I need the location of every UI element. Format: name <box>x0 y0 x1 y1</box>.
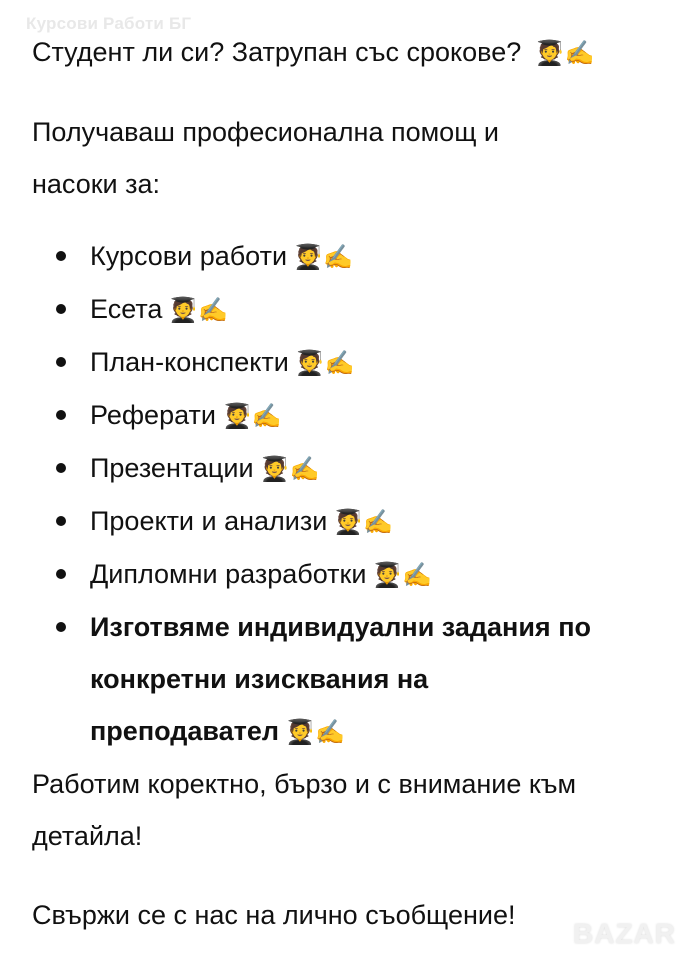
list-item-label: Курсови работи <box>90 241 288 271</box>
intro-line <box>32 26 662 79</box>
bullet-icon <box>56 410 66 420</box>
bullet-icon <box>56 304 66 314</box>
bullet-icon <box>56 251 66 261</box>
student-writing-emoji-icon: 🧑‍🎓✍️ <box>168 296 229 324</box>
list-item-label: Презентации <box>90 453 254 483</box>
student-writing-emoji-icon: 🧑‍🎓✍️ <box>534 39 595 67</box>
list-item-special <box>32 601 662 758</box>
list-item-label: Проекти и анализи <box>90 506 328 536</box>
student-writing-emoji-icon: 🧑‍🎓✍️ <box>372 561 433 589</box>
list-item <box>32 336 662 389</box>
list-item <box>32 548 662 601</box>
help-line-2: насоки за: <box>32 169 161 199</box>
list-item <box>32 442 662 495</box>
student-writing-emoji-icon: 🧑‍🎓✍️ <box>294 349 355 377</box>
list-item <box>32 230 662 283</box>
special-line-3: преподавател <box>90 716 280 746</box>
post-content <box>32 26 662 941</box>
bullet-icon <box>56 516 66 526</box>
bullet-icon <box>56 463 66 473</box>
bullet-icon <box>56 357 66 367</box>
work-line-1: Работим коректно, бързо и с внимание към <box>32 769 577 799</box>
student-writing-emoji-icon: 🧑‍🎓✍️ <box>221 402 282 430</box>
student-writing-emoji-icon: 🧑‍🎓✍️ <box>293 243 353 271</box>
help-line-1: Получаваш професионална помощ и <box>32 117 499 147</box>
contact-line: Свържи се с нас на лично съобщение! <box>32 900 516 930</box>
services-list <box>32 230 662 758</box>
list-item-label: Реферати <box>90 400 216 430</box>
special-line-2: конкретни изисквания на <box>90 664 429 694</box>
list-item-label: План-конспекти <box>90 347 289 377</box>
bullet-icon <box>56 622 66 632</box>
student-writing-emoji-icon: 🧑‍🎓✍️ <box>259 455 320 483</box>
list-item-label: Есета <box>90 294 163 324</box>
bullet-icon <box>56 569 66 579</box>
special-line-1: Изготвяме индивидуални задания по <box>90 612 591 642</box>
intro-question: Студент ли си? Затрупан със срокове? <box>32 37 522 67</box>
student-writing-emoji-icon: 🧑‍🎓✍️ <box>333 508 394 536</box>
list-item-label: Дипломни разработки <box>90 559 367 589</box>
work-line-2: детайла! <box>32 821 143 851</box>
list-item <box>32 495 662 548</box>
bazar-logo: BAZAR <box>573 918 676 949</box>
watermark-text: Курсови Работи БГ <box>26 14 192 33</box>
list-item <box>32 389 662 442</box>
student-writing-emoji-icon: 🧑‍🎓✍️ <box>285 718 345 746</box>
list-item <box>32 283 662 336</box>
